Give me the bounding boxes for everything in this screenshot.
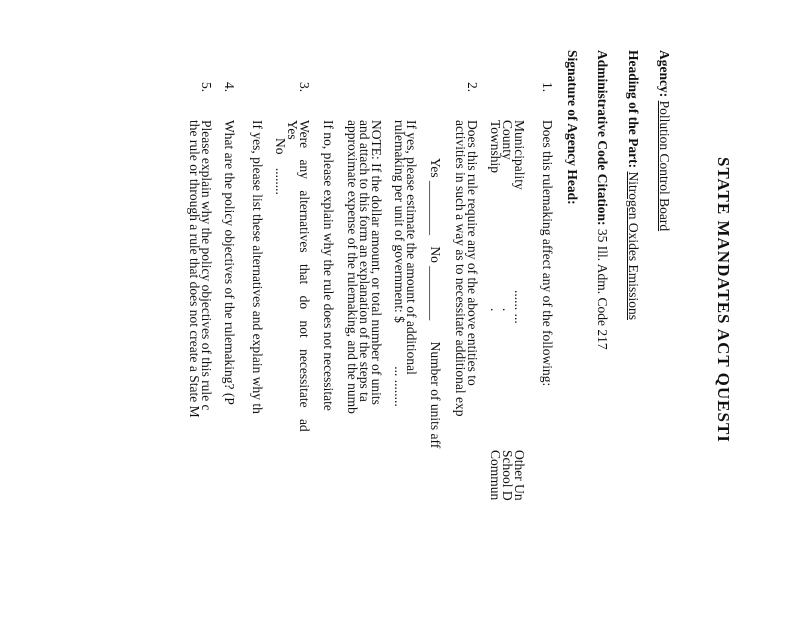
q2-note-line2: and attach to this form an explanation of the steps ta — [357, 120, 372, 402]
q2-estimate-text: rulemaking per unit of government: $ — [392, 120, 407, 323]
q5-line2: the rule or through a rule that does not create a State M — [187, 120, 202, 418]
q3-no-label: No — [273, 138, 288, 155]
q2-note-line1: NOTE: If the dollar amount, or total number of units — [369, 120, 384, 405]
document-title: STATE MANDATES ACT QUESTI — [714, 157, 733, 443]
q3-yes-label: Yes — [285, 120, 300, 140]
agency-value: Pollution Control Board — [657, 100, 672, 232]
citation-value: 35 Ill. Adm. Code 217 — [595, 228, 610, 350]
citation-label: Administrative Code Citation: — [595, 50, 610, 226]
q3-if-yes: If yes, please list these alternatives and explain why th — [250, 120, 265, 414]
q1-entity-school-districts: School D — [500, 450, 515, 501]
citation-line — [593, 50, 610, 350]
heading-label: Heading of the Part: — [626, 50, 641, 169]
q5-number: 5. — [199, 82, 214, 93]
q2-yes-no-line — [426, 158, 443, 448]
q3-line1: Were any alternatives that do not necessitate ad — [297, 120, 312, 432]
q1-blank-county: . — [500, 308, 515, 312]
heading-line — [624, 50, 641, 320]
q3-no-line — [271, 138, 288, 195]
q1-entity-other-units: Other Un — [512, 450, 527, 501]
q2-no-label: No — [428, 246, 443, 263]
q2-estimate-blank: ... ........ — [392, 366, 407, 407]
q1-blank-township: . — [488, 308, 503, 312]
q2-note-line3: approximate expense of the rulemaking, and the numb — [345, 120, 360, 414]
q2-if-no: If no, please explain why the rule does not necessitate — [321, 120, 336, 411]
q3-number: 3. — [297, 82, 312, 93]
q2-number: 2. — [465, 82, 480, 93]
document-page — [0, 50, 740, 610]
q1-entity-county: County — [500, 120, 515, 160]
q2-no-blank: ________ — [428, 266, 443, 321]
q2-estimate-line2 — [390, 120, 407, 407]
q2-line2: activities in such a way as to necessitate additional exp — [453, 120, 468, 417]
q2-yes-blank: ________ — [428, 181, 443, 236]
q1-text: Does this rulemaking affect any of the following: — [540, 120, 555, 387]
agency-label: Agency: — [657, 50, 672, 98]
heading-value: Nitrogen Oxides Emissions — [626, 171, 641, 320]
q4-text: What are the policy objectives of the rulemaking? (P — [222, 120, 237, 405]
signature-label: Signature of Agency Head: — [565, 50, 580, 205]
q3-no-blank: ........ — [273, 167, 288, 195]
agency-line — [655, 50, 672, 231]
q1-blank-municipality: ...... ... — [512, 290, 527, 324]
q4-number: 4. — [222, 82, 237, 93]
q2-estimate-line1: If yes, please estimate the amount of additional — [404, 120, 419, 375]
q2-line1: Does this rule require any of the above entities to — [465, 120, 480, 386]
q1-entity-township: Township — [488, 120, 503, 174]
q2-units-label: Number of units aff — [428, 341, 443, 449]
q1-number: 1. — [540, 82, 555, 93]
q1-entity-community: Commun — [488, 450, 503, 501]
q2-yes-label: Yes — [428, 158, 443, 178]
q5-line1: Please explain why the policy objectives of this rule c — [199, 120, 214, 411]
q1-entity-municipality: Municipality — [512, 120, 527, 190]
